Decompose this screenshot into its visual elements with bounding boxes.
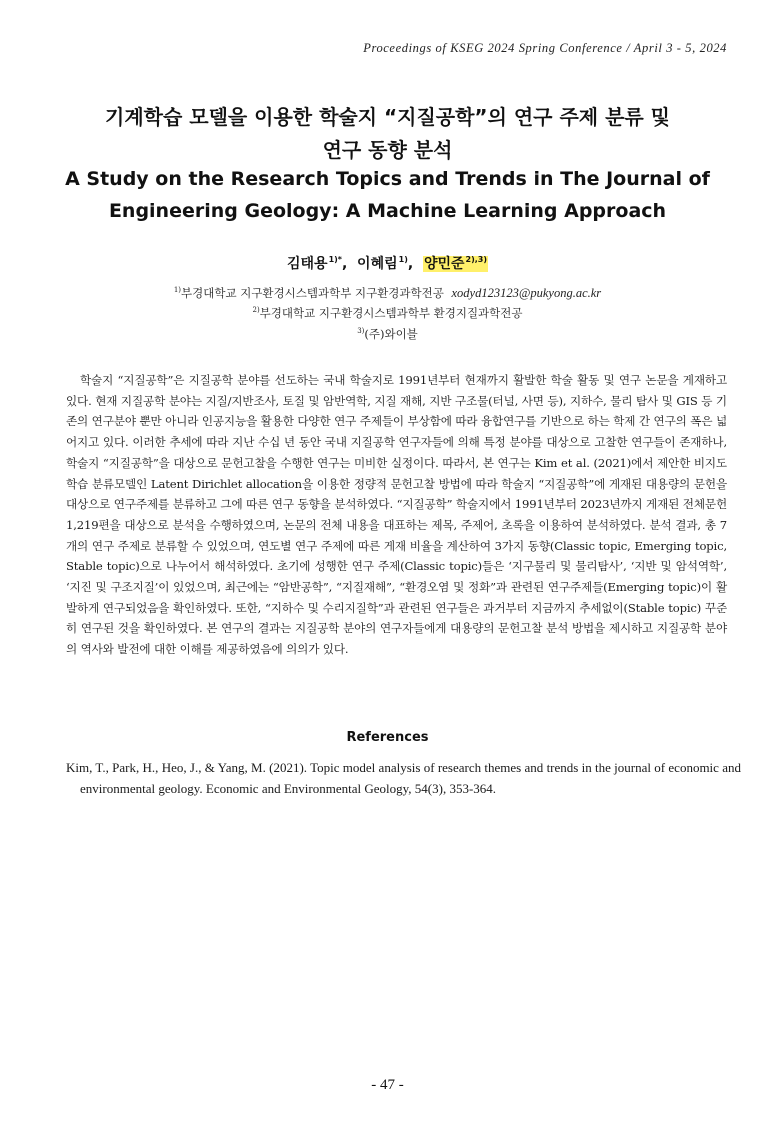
author-1: 김태용$^{1)*}$ — [286, 255, 342, 272]
author-2: 이혜림$^{1)}$ — [357, 255, 408, 272]
affiliation-1: $^{1)}$부경대학교 지구환경시스템과학부 지구환경과학전공 xodyd123123@pukyong.ac.kr — [173, 286, 602, 300]
running-head: Proceedings of KSEG 2024 Spring Conference / April 3 - 5, 2024 — [363, 41, 727, 55]
affiliation-2: $^{2)}$부경대학교 지구환경시스템과학부 환경지질과학전공 — [252, 306, 523, 320]
title-english-line-2: Engineering Geology: A Machine Learning Approach — [108, 200, 667, 222]
title-korean-line-2: 연구 동향 분석 — [322, 138, 453, 162]
author-list: 김태용$^{1)*}$, 이혜림$^{1)}$, 양민준$^{2),3)}$ — [286, 255, 487, 272]
page-number: - 47 - — [371, 1077, 404, 1093]
title-korean-line-1: 기계학습 모델을 이용한 학술지 “지질공학”의 연구 주제 분류 및 — [105, 105, 670, 129]
affiliation-3: $^{3)}$(주)와이블 — [357, 327, 418, 341]
author-3-highlighted: 양민준$^{2),3)}$ — [423, 255, 487, 272]
references-heading: References — [346, 730, 429, 745]
reference-item: Kim, T., Park, H., Heo, J., & Yang, M. (2021). Topic model analysis of research themes and trends in the journal of economic and environmental geology. Economic and Environmental Geology, 54(3), 353-364. — [66, 760, 741, 796]
author-email: xodyd123123@pukyong.ac.kr — [451, 286, 602, 300]
title-english-line-1: A Study on the Research Topics and Trends in The Journal of — [65, 168, 710, 190]
abstract-body: 학술지 “지질공학”은 지질공학 분야를 선도하는 국내 학술지로 1991년부터 현재까지 활발한 학술 활동 및 연구 논문을 게재하고 있다. 현재 지질공학 분야는 지질/지반조사, 토질 및 암반역학, 지질 재해, 지반 구조물(터널, 사면 등), 지하수, 물리 탐사 및 GIS 등 기존의 연구분야 뿐만 아니라 인공지능을 활용한 다양한 연구 주제들이 부상함에 따라 융합연구를 기반으로 하는 학제 간 연구의 폭은 넓어지고 있다. 이러한 추세에 따라 지난 수십 년 동안 국내 지질공학 연구자들에 의해 특정 분야를 대상으로 고찰한 연구들이 존재하나, 학술지 “지질공학”을 대상으로 문헌고찰을 수행한 연구는 미비한 실정이다. 따라서, 본 연구는 Kim et al. (2021)에서 제안한 비지도학습 분류모델인 Latent Dirichlet allocation을 이용한 정량적 문헌고찰 방법에 따라 학술지 “지질공학”에 게재된 대용량의 문헌을 대상으로 연구주제를 분류하고 그에 따른 연구 동향을 분석하였다. “지질공학” 학술지에서 1991년부터 2023년까지 게재된 전체문헌 1,219편을 대상으로 분석을 수행하였으며, 논문의 전체 내용을 대표하는 제목, 주제어, 초록을 이용하여 분석하였다. 분석 결과, 총 7개의 연구 주제로 분류할 수 있었으며, 연도별 연구 주제에 따른 게재 비율을 계산하여 3가지 동향(Classic topic, Emerging topic, Stable topic)으로 나누어서 해석하였다. 초기에 성행한 연구 주제(Classic topic)들은 ‘지구물리 및 물리탐사’, ‘지반 및 암석역학’, ‘지진 및 구조지질’이 있었으며, 최근에는 “암반공학”, “지질재해”, “환경오염 및 정화”과 관련된 연구주제들(Emerging topic)이 활발하게 연구되었음을 확인하였다. 또한, “지하수 및 수리지질학”과 관련된 연구들은 과거부터 지금까지 추세없이(Stable topic) 꾸준히 연구된 것을 확인하였다. 본 연구의 결과는 지질공학 분야의 연구자들에게 대용량의 문헌고찰 분석 방법을 제시하고 지질공학 분야의 역사와 발전에 대한 이해를 제공하였음에 의의가 있다. — [66, 373, 727, 657]
